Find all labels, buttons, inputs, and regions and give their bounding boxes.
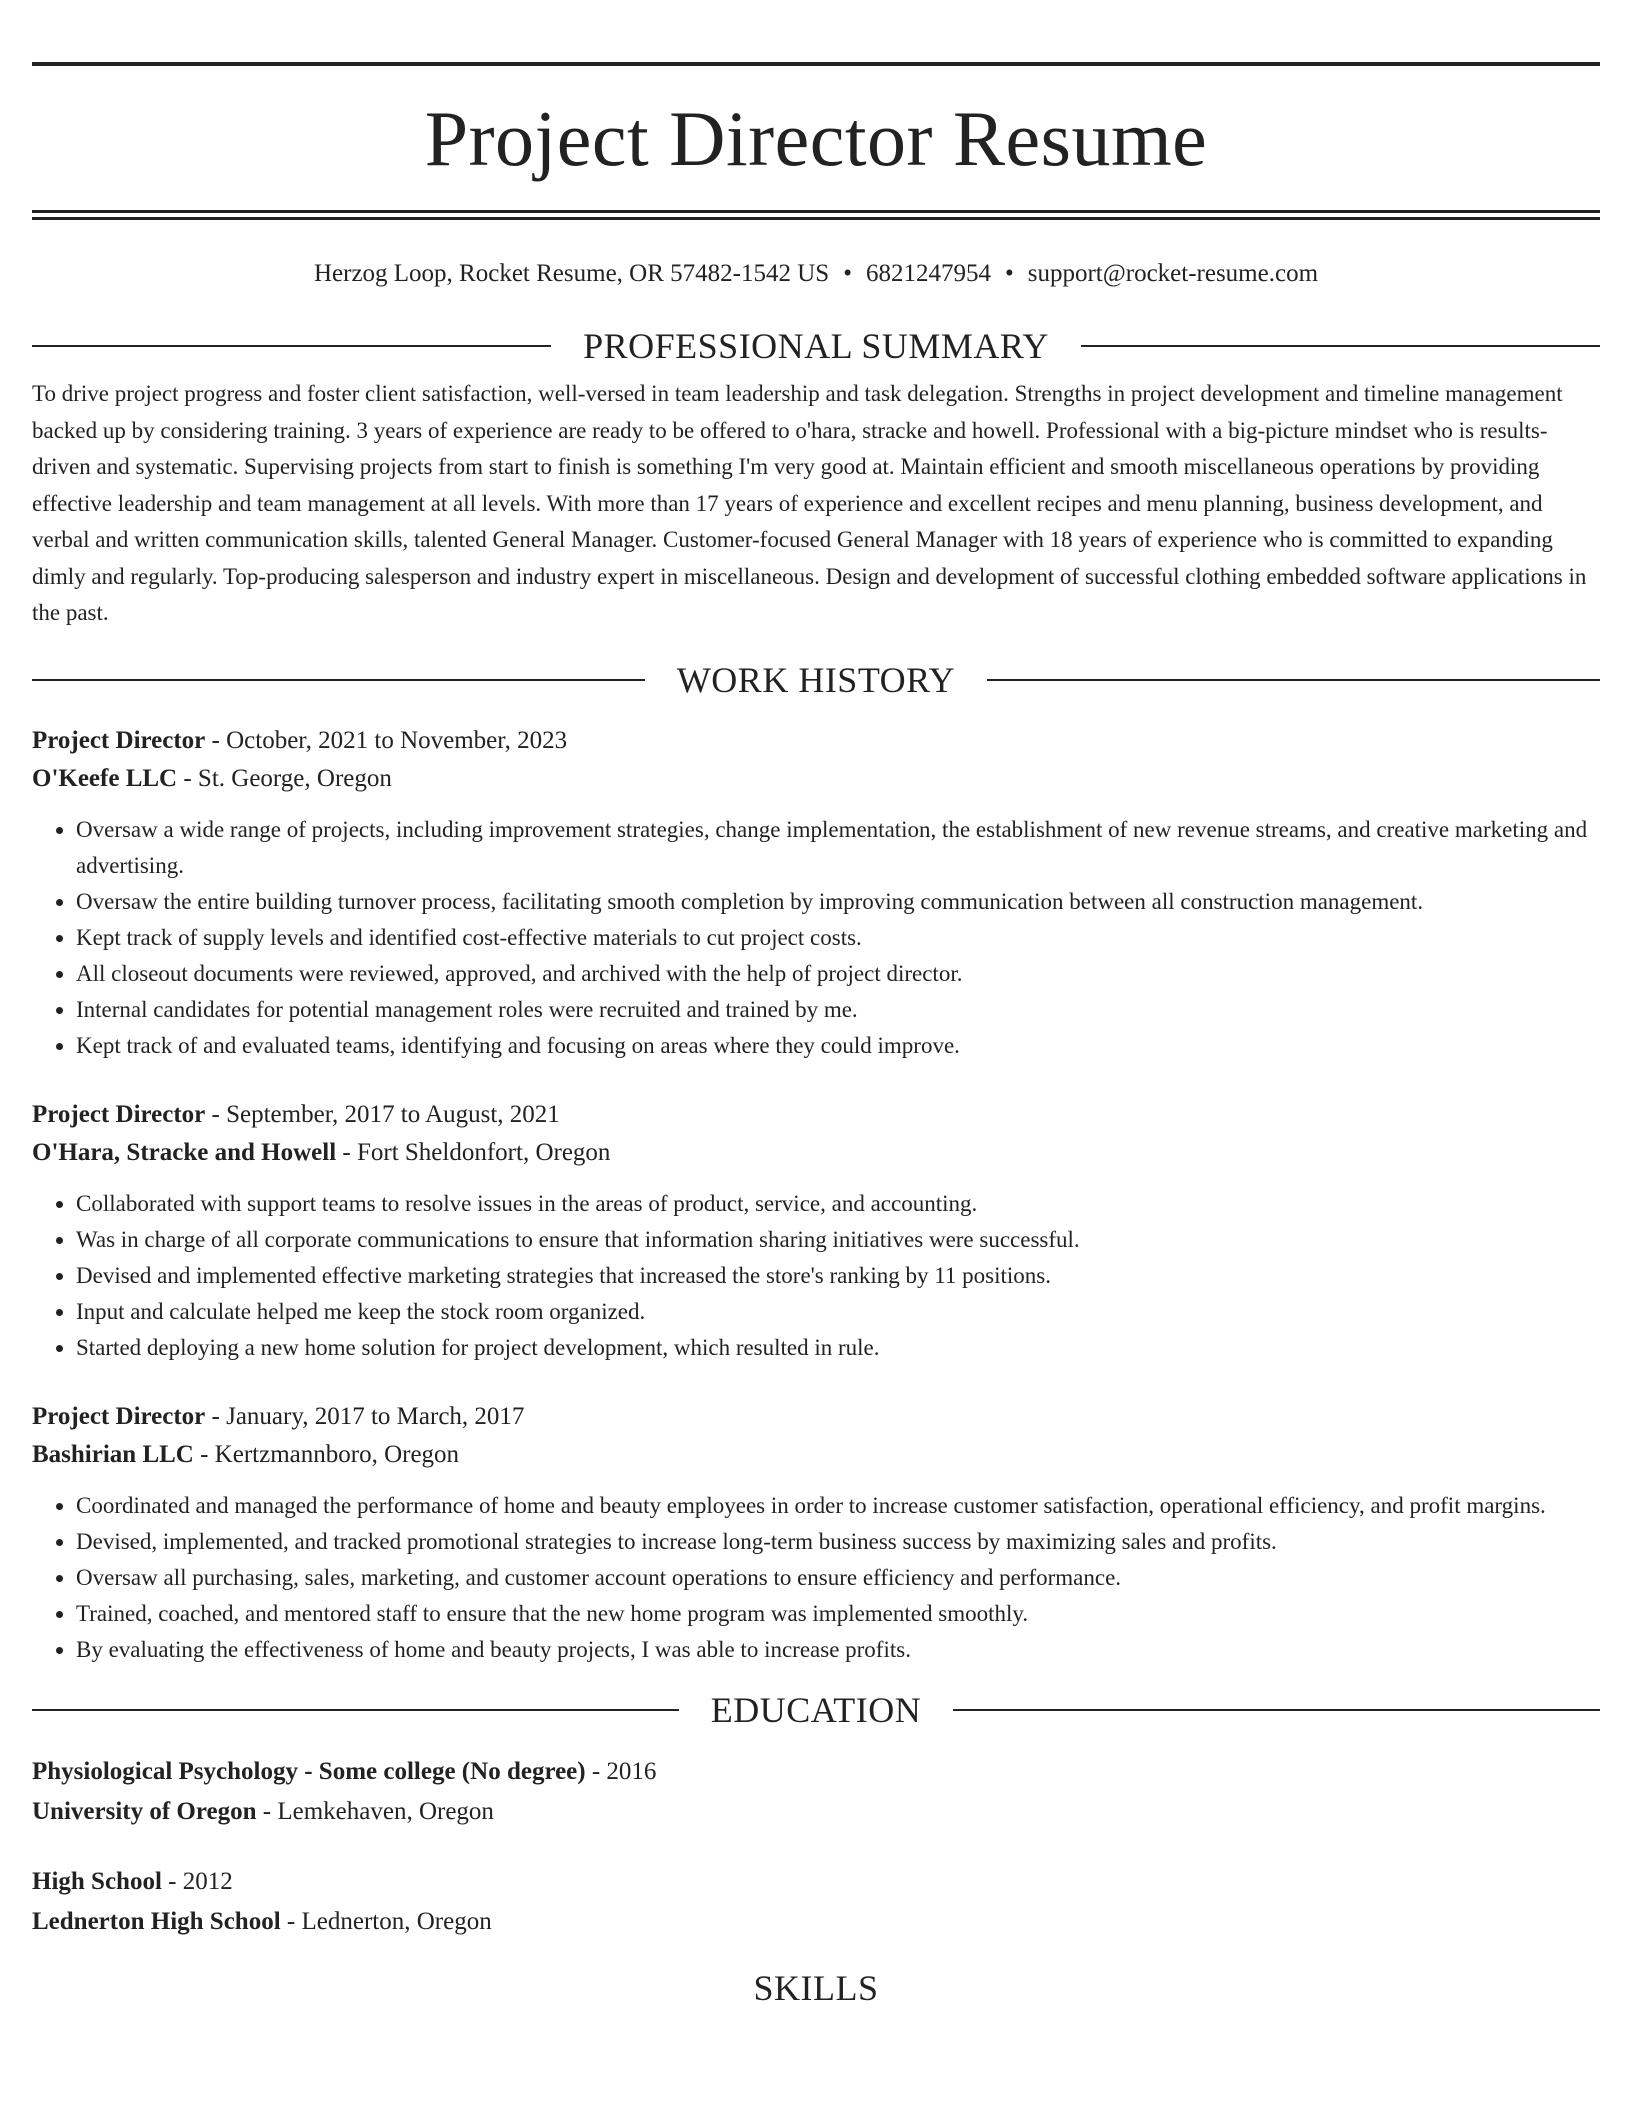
job-location: - St. George, Oregon [177, 764, 392, 792]
job-role: Project Director [32, 1402, 206, 1430]
job-bullet: • Collaborated with support teams to resolve issues in the areas of product, service, and accounting. [76, 1186, 1600, 1222]
job-bullet: • Devised and implemented effective marketing strategies that increased the store's ranking by 11 positions. [76, 1258, 1600, 1294]
contact-email: support@rocket-resume.com [1027, 260, 1319, 287]
job-bullets [32, 812, 1600, 1064]
education-school-line [32, 1792, 1600, 1832]
job-dates: - September, 2017 to August, 2021 [205, 1100, 560, 1128]
section-header-education [32, 1690, 1600, 1730]
section-title-work: WORK HISTORY [676, 659, 956, 700]
education-year: - 2012 [161, 1867, 233, 1895]
job-bullet: • Was in charge of all corporate communications to ensure that information sharing initiatives were successful. [76, 1222, 1600, 1258]
job-bullet: • Kept track of supply levels and identified cost-effective materials to cut project costs. [76, 920, 1600, 956]
job-company: Bashirian LLC [32, 1440, 194, 1468]
job-bullet: • Devised, implemented, and tracked promotional strategies to increase long-term business success by maximizing sales and profits. [76, 1524, 1600, 1560]
section-title-summary: PROFESSIONAL SUMMARY [583, 326, 1049, 366]
job-bullet: • Oversaw the entire building turnover process, facilitating smooth completion by improving communication between all construction management. [76, 884, 1600, 920]
section-rule-right [987, 679, 1600, 681]
job-company: O'Hara, Stracke and Howell [32, 1138, 337, 1166]
section-header-summary [32, 326, 1600, 366]
job-role-line [32, 1398, 1600, 1436]
job-bullet: • Internal candidates for potential management roles were recruited and trained by me. [76, 992, 1600, 1028]
section-title-education: EDUCATION [710, 1689, 922, 1730]
job-company: O'Keefe LLC [32, 764, 178, 792]
education-entry-2 [32, 1862, 1600, 1942]
job-bullet: • Input and calculate helped me keep the stock room organized. [76, 1294, 1600, 1330]
education-school-line [32, 1902, 1600, 1942]
job-bullet: • Started deploying a new home solution for project development, which resulted in rule. [76, 1330, 1600, 1366]
job-bullet: • Coordinated and managed the performance of home and beauty employees in order to increase customer satisfaction, operational efficiency, and profit margins. [76, 1488, 1600, 1524]
job-location: - Fort Sheldonfort, Oregon [336, 1138, 611, 1166]
education-location: - Lemkehaven, Oregon [256, 1797, 494, 1825]
job-role: Project Director [32, 1100, 206, 1128]
education-school: University of Oregon [32, 1797, 257, 1825]
education-degree: Physiological Psychology - Some college (No degree) [32, 1757, 586, 1785]
job-bullet: • By evaluating the effectiveness of home and beauty projects, I was able to increase profits. [76, 1632, 1600, 1668]
job-entry-1 [32, 722, 1600, 1064]
education-degree-line [32, 1752, 1600, 1792]
job-location: - Kertzmannboro, Oregon [193, 1440, 460, 1468]
job-bullet: • Oversaw all purchasing, sales, marketing, and customer account operations to ensure efficiency and performance. [76, 1560, 1600, 1596]
section-header-skills [32, 1968, 1600, 2008]
job-bullet: • Oversaw a wide range of projects, including improvement strategies, change implementation, the establishment of new revenue streams, and creative marketing and advertising. [76, 812, 1600, 884]
job-company-line [32, 1134, 1600, 1172]
job-entry-3 [32, 1398, 1600, 1668]
job-bullets [32, 1488, 1600, 1668]
job-role-line [32, 722, 1600, 760]
job-bullet: • All closeout documents were reviewed, approved, and archived with the help of project director. [76, 956, 1600, 992]
job-bullet: • Trained, coached, and mentored staff to ensure that the new home program was implemented smoothly. [76, 1596, 1600, 1632]
section-rule-right [953, 1709, 1600, 1711]
title-double-rule [32, 210, 1600, 220]
education-entry-1 [32, 1752, 1600, 1832]
job-bullets [32, 1186, 1600, 1366]
job-role: Project Director [32, 726, 206, 754]
contact-line [32, 256, 1600, 292]
section-header-work [32, 660, 1600, 700]
contact-separator: • [1004, 260, 1014, 287]
education-school: Lednerton High School [32, 1907, 281, 1935]
job-company-line [32, 760, 1600, 798]
section-rule-left [32, 1709, 679, 1711]
job-dates: - January, 2017 to March, 2017 [205, 1402, 525, 1430]
resume-page [32, 0, 1600, 2008]
section-title-skills: SKILLS [753, 1967, 879, 2008]
education-year: - 2016 [585, 1757, 657, 1785]
education-location: - Lednerton, Oregon [280, 1907, 492, 1935]
contact-phone: 6821247954 [865, 260, 991, 287]
resume-title: Project Director Resume [424, 95, 1208, 182]
contact-address: Herzog Loop, Rocket Resume, OR 57482-1542 US [313, 260, 830, 287]
job-bullet: • Kept track of and evaluated teams, identifying and focusing on areas where they could improve. [76, 1028, 1600, 1064]
job-entry-2 [32, 1096, 1600, 1366]
job-role-line [32, 1096, 1600, 1134]
education-degree-line [32, 1862, 1600, 1902]
section-rule-left [32, 345, 551, 347]
job-dates: - October, 2021 to November, 2023 [205, 726, 568, 754]
section-rule-right [1081, 345, 1600, 347]
summary-text: To drive project progress and foster client satisfaction, well-versed in team leadership and task delegation. Strengths in project development and timeline management backed up by considering training. 3 years of experience are ready to be offered to o'hara, stracke and howell. Professional with a big-picture mindset who is results-driven and systematic. Supervising projects from start to finish is something I'm very good at. Maintain efficient and smooth miscellaneous operations by providing effective leadership and team management at all levels. With more than 17 years of experience and excellent recipes and menu planning, business development, and verbal and written communication skills, talented General Manager. Customer-focused General Manager with 18 years of experience who is committed to expanding dimly and regularly. Top-producing salesperson and industry expert in miscellaneous. Design and development of successful clothing embedded software applications in the past. [32, 381, 1587, 625]
contact-separator: • [843, 260, 852, 287]
job-company-line [32, 1436, 1600, 1474]
section-rule-left [32, 679, 645, 681]
education-degree: High School [32, 1867, 162, 1895]
